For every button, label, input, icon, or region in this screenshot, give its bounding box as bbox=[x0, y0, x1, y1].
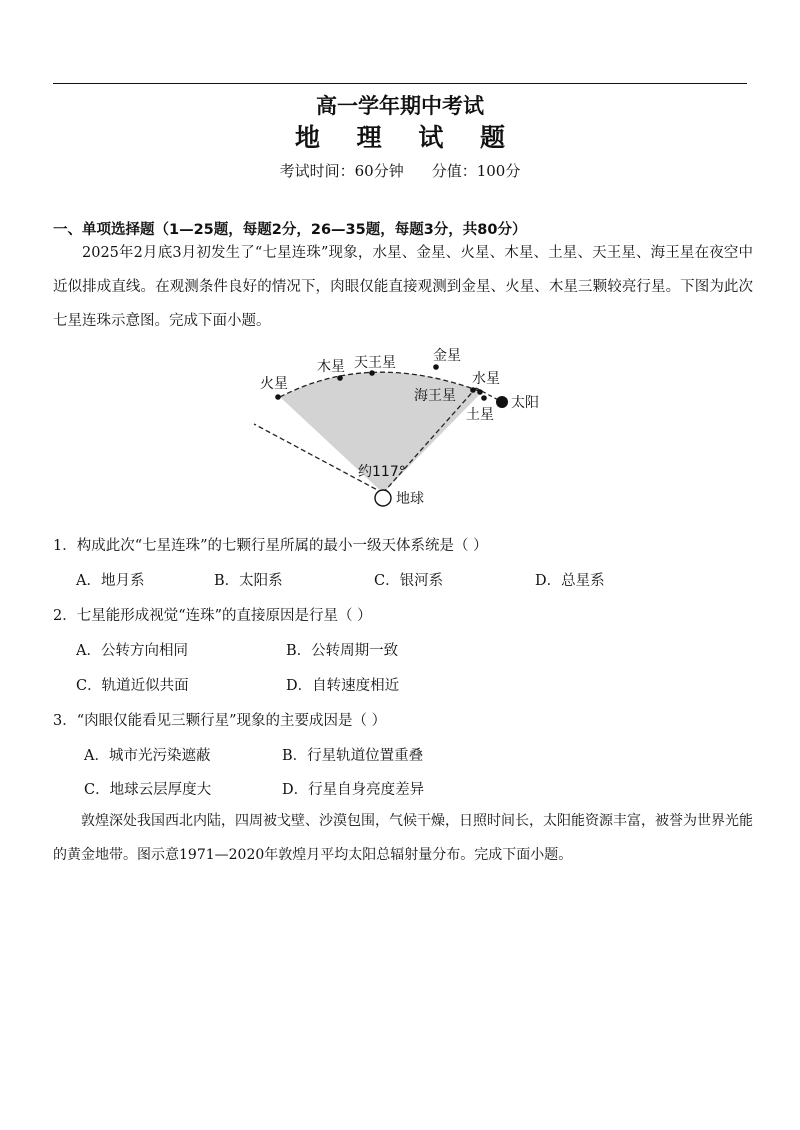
q1-option-b[interactable]: B．太阳系 bbox=[214, 573, 283, 589]
q2-option-a[interactable]: A．公转方向相同 bbox=[76, 643, 188, 659]
q3-option-b[interactable]: B．行星轨道位置重叠 bbox=[282, 748, 424, 764]
question-3-stem: 3．“肉眼仅能看见三颗行星”现象的主要成因是（ ） bbox=[53, 713, 387, 729]
sun-dot bbox=[496, 396, 508, 408]
question-1-stem: 1．构成此次“七星连珠”的七颗行星所属的最小一级天体系统是（ ） bbox=[53, 538, 488, 554]
q1-option-a[interactable]: A．地月系 bbox=[76, 573, 145, 589]
q3-option-d[interactable]: D．行星自身亮度差异 bbox=[282, 782, 425, 798]
top-rule bbox=[53, 83, 747, 84]
mercury-dot bbox=[477, 389, 483, 395]
label-saturn: 土星 bbox=[466, 407, 494, 423]
q3-option-a[interactable]: A．城市光污染遮蔽 bbox=[84, 748, 211, 764]
q1-option-d[interactable]: D．总星系 bbox=[535, 573, 605, 589]
neptune-dot bbox=[470, 387, 476, 393]
passage-dunhuang: 敦煌深处我国西北内陆，四周被戈壁、沙漠包围，气候干燥，日照时间长，太阳能资源丰富，被誉为世界光能的黄金地带。图示意1971—2020年敦煌月平均太阳总辐射量分布。完成下面小题。 bbox=[53, 813, 753, 863]
label-angle: 约117° bbox=[358, 464, 406, 480]
q2-option-b[interactable]: B．公转周期一致 bbox=[286, 643, 399, 659]
jupiter-dot bbox=[337, 375, 343, 381]
exam-info bbox=[0, 160, 800, 181]
q1-option-c[interactable]: C．银河系 bbox=[374, 573, 444, 589]
label-sun: 太阳 bbox=[511, 395, 539, 411]
uranus-dot bbox=[369, 370, 375, 376]
label-mercury: 水星 bbox=[472, 371, 500, 387]
exam-time: 考试时间：60分钟 bbox=[279, 162, 404, 180]
exam-title: 高一学年期中考试 bbox=[316, 94, 484, 118]
label-mars: 火星 bbox=[260, 376, 288, 392]
exam-score: 分值：100分 bbox=[431, 162, 521, 180]
q3-option-c[interactable]: C．地球云层厚度大 bbox=[84, 782, 212, 798]
subject-title: 地 理 试 题 bbox=[294, 123, 520, 152]
passage-seven-planets: 2025年2月底3月初发生了“七星连珠”现象，水星、金星、火星、木星、土星、天王星、海王星在夜空中近似排成直线。在观测条件良好的情况下，肉眼仅能直接观测到金星、火星、木星三颗较亮行星。下图为此次七星连珠示意图。完成下面小题。 bbox=[53, 245, 753, 329]
label-neptune: 海王星 bbox=[414, 388, 456, 404]
label-earth: 地球 bbox=[396, 491, 424, 507]
earth-circle bbox=[375, 490, 391, 506]
saturn-dot bbox=[481, 395, 487, 401]
venus-dot bbox=[433, 364, 439, 370]
label-venus: 金星 bbox=[433, 348, 461, 364]
q2-option-d[interactable]: D．自转速度相近 bbox=[286, 678, 400, 694]
mars-dot bbox=[275, 394, 281, 400]
label-uranus: 天王星 bbox=[354, 355, 396, 371]
seven-planets-diagram bbox=[240, 340, 570, 515]
label-jupiter: 木星 bbox=[317, 359, 345, 375]
section-heading: 一、单项选择题（1—25题，每题2分，26—35题，每题3分，共80分） bbox=[53, 222, 527, 238]
q2-option-c[interactable]: C．轨道近似共面 bbox=[76, 678, 189, 694]
question-2-stem: 2．七星能形成视觉“连珠”的直接原因是行星（ ） bbox=[53, 608, 372, 624]
